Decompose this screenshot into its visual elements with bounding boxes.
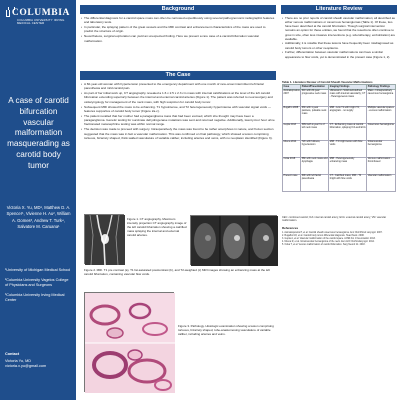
affiliation: ²Columbia University Vagelos College of Physicians and Surgeons [5,277,69,287]
crown-icon [6,10,10,17]
contact-email: victoria.x.yu@gmail.com [5,364,47,369]
table-cell: Mass - Intraoperatively cavernous hemangioma [367,89,396,106]
table-row [283,89,396,106]
case-item: • As part of her initial work up, CT angiography revealed a 1.6 x 2.5 x 2.3 cm mass with internal calcifications at the level of the left carotid bifurcation extending superiorly between the internal and external carotid arteries (Figure 1). The patient was referred to neurosurgery and otolaryngology for management of the neck mass, with high suspicion for carotid body tumor. [81,91,275,104]
case-item: • Subsequent MRI showed the mass to be enhancing. T1 hypointense, and T2 heterogeneously hyperintense with vascular signal voids — features supportive of carotid body tumor (Figure 2a-c). [81,105,275,114]
table-cell: 58F with neck mass and dysphagia [301,157,329,174]
table-footnote: CEC: combined carotid; ICA: internal carotid artery; ECA: external carotid artery; VM: vascular malformation. [282,216,387,223]
reference-item: 5. Ooka T, et al. Venous malformation of carotid bifurcation. Surg Neurol Int. 2018. [282,244,366,247]
case-item: • The patient recalled that her mother had a paraganglioma mass that had been excised, which she thought may have been a paraganglioma. Genetic testing for succinate dehydrogenase mutations was sent and returned negative. Additionally, twenty-four hour urine fractionated metanephrine testing was within normal range. [81,114,275,127]
figure-1-caption: Figure 1. CT angiography. Maximum intensity projection CT angiography image of the left carotid bifurcation showing a calcified mass splaying the internal and external carotid arteries. [127,217,187,238]
case-header: The Case [80,71,276,80]
table-cell: MRI - Low T1 with bright T2; angiogram - no supply [329,106,367,123]
contact-title: Contact [5,352,20,356]
affiliations [5,268,72,308]
table-cell: Multiple vascular spaces - venous malformation [367,106,396,123]
table-cell: 60F with left facial paresthesia [301,174,329,191]
literature-review-header: Literature Review [281,5,397,14]
author-list: Victoria X. Yu, MD¹, Matthew D. A. Spencer¹, Vivienne H. Au², William A. Gomes³, Andrew T. Turk⁴, Salvatore M. Caruana¹ [6,205,71,229]
table-cell: MRI - Heterogeneously enhancing mass [329,157,367,174]
figure-2-caption: Figure 2. MRI. T1 pre contrast (a), T1 fat-saturated postcontrast (b), and T2-weighted (c) MRI images showing an enhancing mass at the left carotid bifurcation, containing vascular flow voids. [84,268,270,277]
table-cell: Vascular malformation [367,174,396,191]
table-row [283,157,396,174]
table-row [283,123,396,140]
table-cell: CT - Enhancing mass at carotid bifurcation, splaying ICA and ECA [329,123,367,140]
table-cell: MRI - T2 bright lesion with flow voids [329,140,367,157]
ct-angiography-image [85,215,125,265]
case-item: • A 60-year-old woman with hypertension presented to the emergency department with one month of new-onset intermittent left facial paresthesia and mild carotid pain. [81,82,275,91]
table-header-cell: Patient/Presentation [301,85,329,90]
pathology-histology-image [85,293,175,393]
logo-name: COLUMBIA [11,8,70,18]
logo-subtitle: COLUMBIA UNIVERSITY IRVING MEDICAL CENTER [17,18,65,26]
background-header: Background [80,5,276,14]
table-cell: CT - Calcified mass; MRI - T2 bright with flow voids [329,174,367,191]
literature-review-body [282,16,396,59]
case-item: • The decision was made to proceed with surgery. Intraoperatively the mass was found to be rather amorphous in nature, and frozen section suggested that the mass was in fact a vascular malformation. This was confirmed on final pathology, which showed a lesion comprising tortuous, bizarrely shaped, thick-walled vasculature of variable caliber, including arteries and veins, with no neoplasm identified (Figure 3). [81,127,275,140]
table-cell: Venous malformation - thrombosed [367,157,396,174]
affiliation: ¹University of Michigan Medical School [5,268,71,272]
table-cell: Asimakopoulos 2007 [283,89,301,106]
review-item: • Further, differentiation between vascular malformations can have a similar appearance to flow voids, yet is demonstrated in the present case (Figure 1, 2). [282,50,396,58]
references-header: References [282,226,299,230]
reference-item: 3. Gupta A, et al. Vascular malformation of the carotid space. AJNR Am J Neuroradiol. 2013. [282,238,376,241]
reference-item: 1. Asimakopoulos P, et al. Carotid sheath cavernous hemangioma. Ann Otol Rhinol Laryngol. 2007. [282,232,383,234]
affiliation: ³Columbia University Irving Medical Center [5,292,65,302]
table-cell: Ultrasound - Solid well-defined mass with internal vascularity; CT - Heterogeneous mass [329,89,367,106]
review-item: • Additionally, it is notable that these lesions have frequently been misdiagnosed as carotid body tumors or other neoplasms. [282,41,396,49]
background-item: • In particular, the splaying pattern of the great vessels and the MRI contrast and enhancement characteristics of the mass are used to predict the structure of origin. [81,25,275,34]
table-cell: 72F with fullness, hypertension [301,140,329,157]
literature-table [282,84,396,192]
table-cell: Ooka 2018 [283,157,301,174]
table-cell: Mrena 2014 [283,140,301,157]
table-cell: 63F with 1-year painless, pulsatile neck mass [301,106,329,123]
columbia-logo [6,8,70,26]
case-body [81,82,275,141]
poster-sidebar [0,0,76,400]
table-cell: Cavernous hemangioma [367,123,396,140]
mri-panel-image [191,216,278,266]
table-cell: Bugalho 2008 [283,106,301,123]
references-list [282,232,396,247]
table-cell: 61F with 20-year progressive neck mass [301,89,329,106]
figure-1-image [84,214,124,264]
table-header-cell: Pathology Findings [367,85,396,90]
figure-3-image [84,292,174,392]
figure-2-image [190,215,277,265]
table-row [283,106,396,123]
contact-block [5,352,72,370]
table-cell: Gupta 2013 [283,123,301,140]
table-cell: Intramuscular hemangioma [367,140,396,157]
table-cell: 39M with 2-year hx of left neck mass [301,123,329,140]
background-body [81,16,275,44]
poster-title: A case of carotid bifurcation vascular malformation masquerading as carotid body tumor [7,96,70,170]
table-row [283,174,396,191]
table-header-cell: Case [283,85,301,90]
contact-name: Victoria Yu, MD [5,358,32,363]
table-caption: Table 1. Literature Review of Carotid Sheath Vascular Malformations [282,80,373,84]
reference-item: 2. Bugalho MJ, et al. Carotid body tumor differential diagnosis. Head Neck. 2008. [282,235,365,238]
table-cell: Present case [283,174,301,191]
background-item: • The differential diagnosis for a carotid space mass can often be narrowed expeditiously using several pathognomonic radiographic features and laboratory tests. [81,16,275,25]
background-item: • Nevertheless, surgical exploration can yield an unexpected finding. Here we present a rare case of a carotid bifurcation vascular malformation. [81,34,275,43]
review-item: • There are no prior reports of carotid sheath vascular malformation; all described as either venous malformations or cavernous hemangiomas (Table 1). Of these, two have been described at the carotid bifurcation. Though surgical intervention remains an option for these entities, we found that the resections often continue to grow in size, often less invasive interventions (e.g. sclerotherapy, embolization) are available. [282,16,396,41]
figure-3-caption: Figure 3. Pathology. Histologic examination showing a lesion comprising tortuous, bizarrely shaped, tube-anastomosing vasculature of variable caliber, including arteries and veins. [178,324,274,337]
table-row [283,140,396,157]
reference-item: 4. Mrena R, et al. Intramuscular hemangioma of the neck. Eur Arch Otorhinolaryngol. 2014. [282,241,375,244]
table-header-cell: Imaging Findings [329,85,367,90]
